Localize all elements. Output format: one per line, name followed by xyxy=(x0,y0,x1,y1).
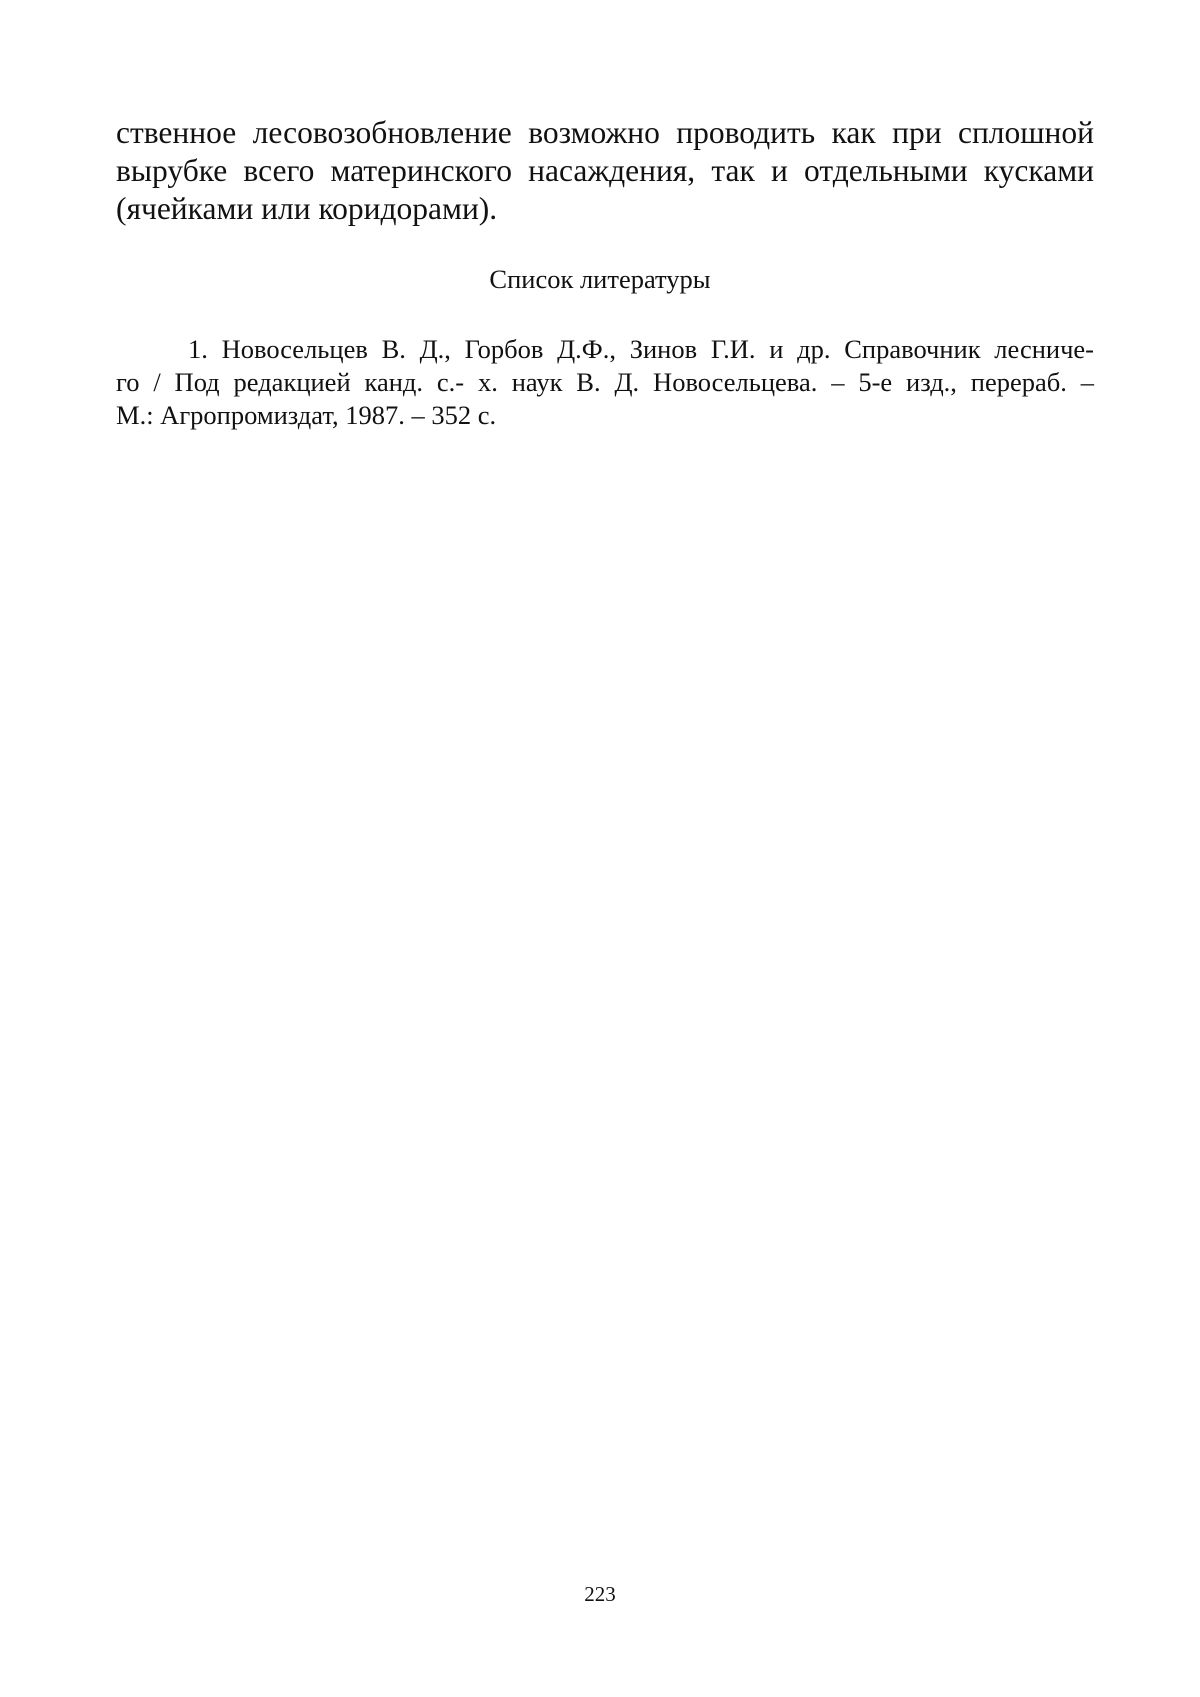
reference-item xyxy=(116,333,1094,432)
reference-line: М.: Агропромиздат, 1987. – 352 с. xyxy=(116,400,497,430)
paragraph-line: ственное лесовозобновление возможно проводить как при сплошной xyxy=(116,115,1094,150)
paragraph-line: (ячейками или коридорами). xyxy=(116,191,498,226)
references-heading: Список литературы xyxy=(489,264,711,294)
reference-line: го / Под редакцией канд. с.- х. наук В. Д. Новосельцева. – 5-е изд., перераб. – xyxy=(116,367,1094,397)
body-paragraph xyxy=(116,114,1094,228)
page-number: 223 xyxy=(584,1582,616,1606)
reference-list xyxy=(116,333,1094,432)
paragraph-line: вырубке всего материнского насаждения, так и отдельными кусками xyxy=(116,153,1094,188)
reference-line: 1. Новосельцев В. Д., Горбов Д.Ф., Зинов Г.И. и др. Справочник лесниче- xyxy=(188,334,1094,364)
